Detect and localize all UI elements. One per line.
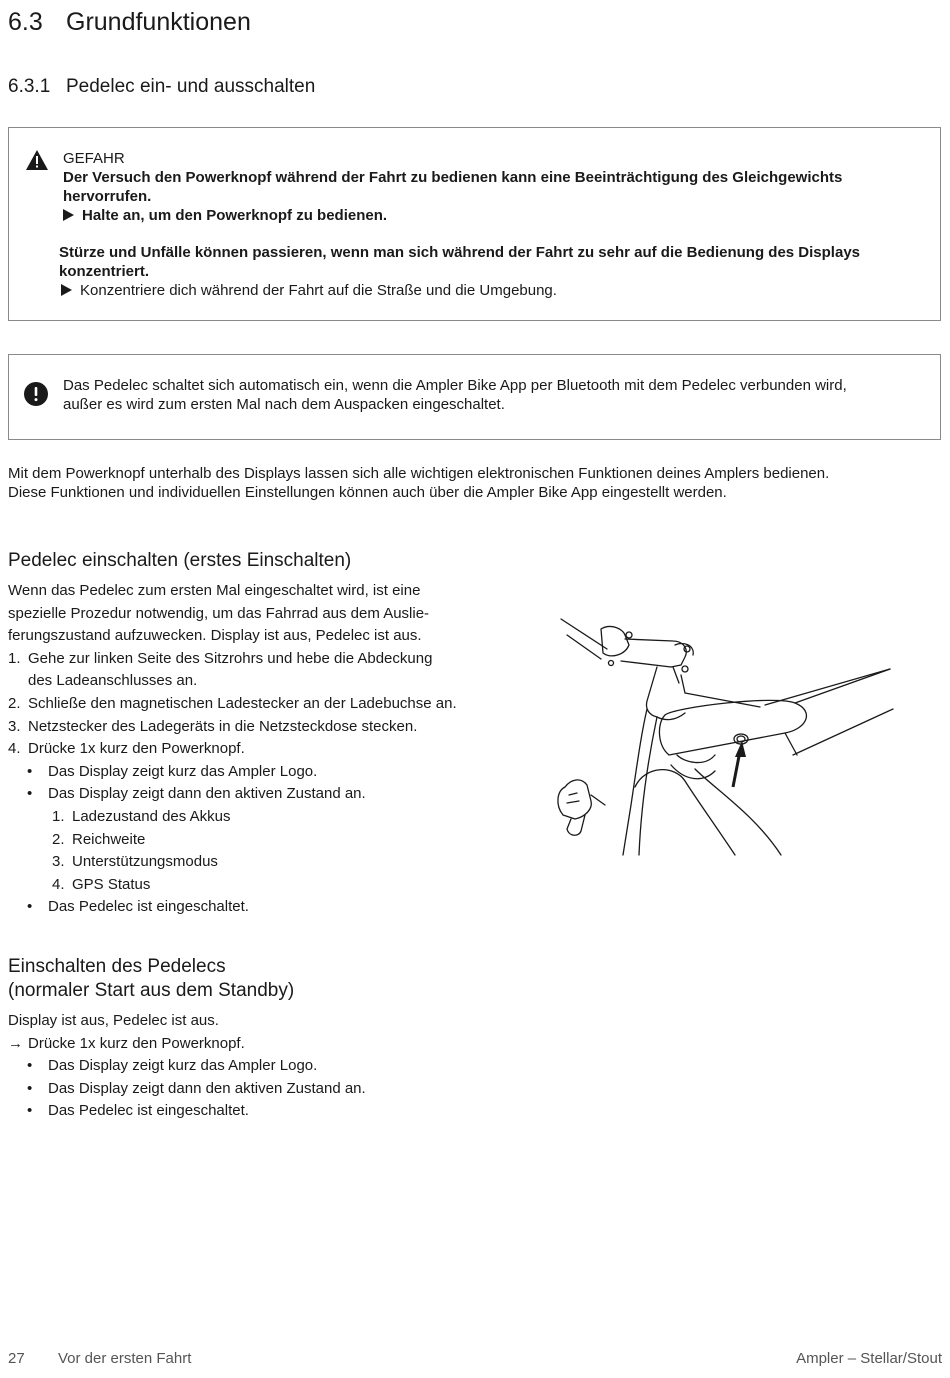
first-start-p2: spezielle Prozedur notwendig, um das Fahrrad aus dem Auslie-	[8, 604, 430, 622]
section-title: Grundfunktionen	[66, 8, 251, 36]
substate-number: 2.	[52, 830, 65, 848]
standby-content	[8, 1010, 478, 1130]
first-start-p1: Wenn das Pedelec zum ersten Mal eingeschaltet wird, ist eine	[8, 582, 421, 599]
step-number: 4.	[8, 740, 21, 758]
bullet-text: Das Display zeigt dann den aktiven Zustand an.	[48, 785, 366, 803]
bullet-text: Das Display zeigt dann den aktiven Zustand an.	[48, 1079, 366, 1097]
bike-frame-illustration	[545, 605, 905, 860]
arrow-right-icon: →	[8, 1034, 23, 1052]
substate-text: Unterstützungsmodus	[72, 853, 218, 871]
danger-warning2-line2: konzentriert.	[59, 263, 150, 280]
notice-line2: außer es wird zum ersten Mal nach dem Auspacken eingeschaltet.	[63, 396, 505, 413]
danger-warning1-line2: hervorrufen.	[63, 188, 152, 205]
step-number: 1.	[8, 649, 21, 667]
intro-line2: Diese Funktionen und individuellen Einstellungen können auch über die Ampler Bike App eingestellt werden.	[8, 484, 727, 501]
first-start-content	[8, 580, 478, 930]
step-text: Schließe den magnetischen Ladestecker an der Ladebuchse an.	[28, 695, 457, 712]
step-text: Netzstecker des Ladegeräts in die Netzsteckdose stecken.	[28, 717, 418, 735]
substate-number: 1.	[52, 808, 65, 825]
intro-line1: Mit dem Powerknopf unterhalb des Displays lassen sich alle wichtigen elektronischen Funktionen deines Amplers bedienen.	[8, 465, 830, 482]
bullet-dot: •	[27, 1079, 33, 1097]
notice-box	[8, 354, 941, 440]
subsection-heading	[8, 76, 315, 98]
bullet-dot: •	[27, 1102, 33, 1120]
danger-warning2-line1: Stürze und Unfälle können passieren, wenn man sich während der Fahrt zu sehr auf die Bedienung des Displays	[59, 244, 861, 261]
step-number: 3.	[8, 717, 21, 735]
danger-box	[8, 127, 941, 321]
danger-action2	[61, 281, 557, 300]
subsection-title: Pedelec ein- und ausschalten	[66, 76, 316, 97]
substate-number: 3.	[52, 853, 65, 871]
subsection-number: 6.3.1	[8, 76, 51, 97]
substate-text: Reichweite	[72, 830, 146, 848]
notice-line1: Das Pedelec schaltet sich automatisch ein, wenn die Ampler Bike App per Bluetooth mit dem Pedelec verbunden wird,	[63, 377, 847, 394]
play-arrow-icon	[63, 209, 74, 221]
first-start-heading: Pedelec einschalten (erstes Einschalten)	[8, 550, 352, 571]
step-text-continued: des Ladeanschlusses an.	[28, 672, 198, 690]
step-text: Drücke 1x kurz den Powerknopf.	[28, 740, 245, 758]
substate-text: GPS Status	[72, 875, 151, 893]
play-arrow-icon	[61, 284, 72, 296]
step-number: 2.	[8, 695, 21, 712]
first-start-p3: ferungszustand aufzuwecken. Display ist aus, Pedelec ist aus.	[8, 627, 422, 645]
step-text: Gehe zur linken Seite des Sitzrohrs und hebe die Abdeckung	[28, 649, 433, 667]
warning-triangle-icon	[25, 149, 49, 171]
chapter-title: Vor der ersten Fahrt	[58, 1350, 192, 1367]
standby-action: Drücke 1x kurz den Powerknopf.	[28, 1034, 245, 1052]
section-heading	[8, 8, 251, 37]
bullet-text: Das Pedelec ist eingeschaltet.	[48, 898, 249, 916]
standby-heading-line1: Einschalten des Pedelecs	[8, 956, 226, 977]
bullet-text: Das Pedelec ist eingeschaltet.	[48, 1102, 249, 1120]
product-name: Ampler – Stellar/Stout	[796, 1350, 942, 1367]
page-number: 27	[8, 1350, 25, 1367]
danger-action1	[63, 206, 387, 225]
danger-action2-text: Konzentriere dich während der Fahrt auf die Straße und die Umgebung.	[80, 282, 557, 299]
bullet-text: Das Display zeigt kurz das Ampler Logo.	[48, 1057, 318, 1075]
exclamation-circle-icon	[23, 381, 49, 407]
standby-heading-line2: (normaler Start aus dem Standby)	[8, 980, 295, 1001]
danger-action1-text: Halte an, um den Powerknopf zu bedienen.	[82, 207, 388, 224]
danger-warning1-line1: Der Versuch den Powerknopf während der Fahrt zu bedienen kann eine Beeinträchtigung des Gleichgewichts	[63, 169, 843, 186]
bullet-dot: •	[27, 785, 33, 803]
substate-text: Ladezustand des Akkus	[72, 808, 231, 825]
danger-label: GEFAHR	[63, 150, 125, 167]
bullet-text: Das Display zeigt kurz das Ampler Logo.	[48, 762, 318, 780]
section-number: 6.3	[8, 8, 43, 36]
standby-p1: Display ist aus, Pedelec ist aus.	[8, 1012, 219, 1029]
substate-number: 4.	[52, 875, 65, 893]
bullet-dot: •	[27, 898, 33, 916]
bullet-dot: •	[27, 762, 33, 780]
bullet-dot: •	[27, 1057, 33, 1075]
